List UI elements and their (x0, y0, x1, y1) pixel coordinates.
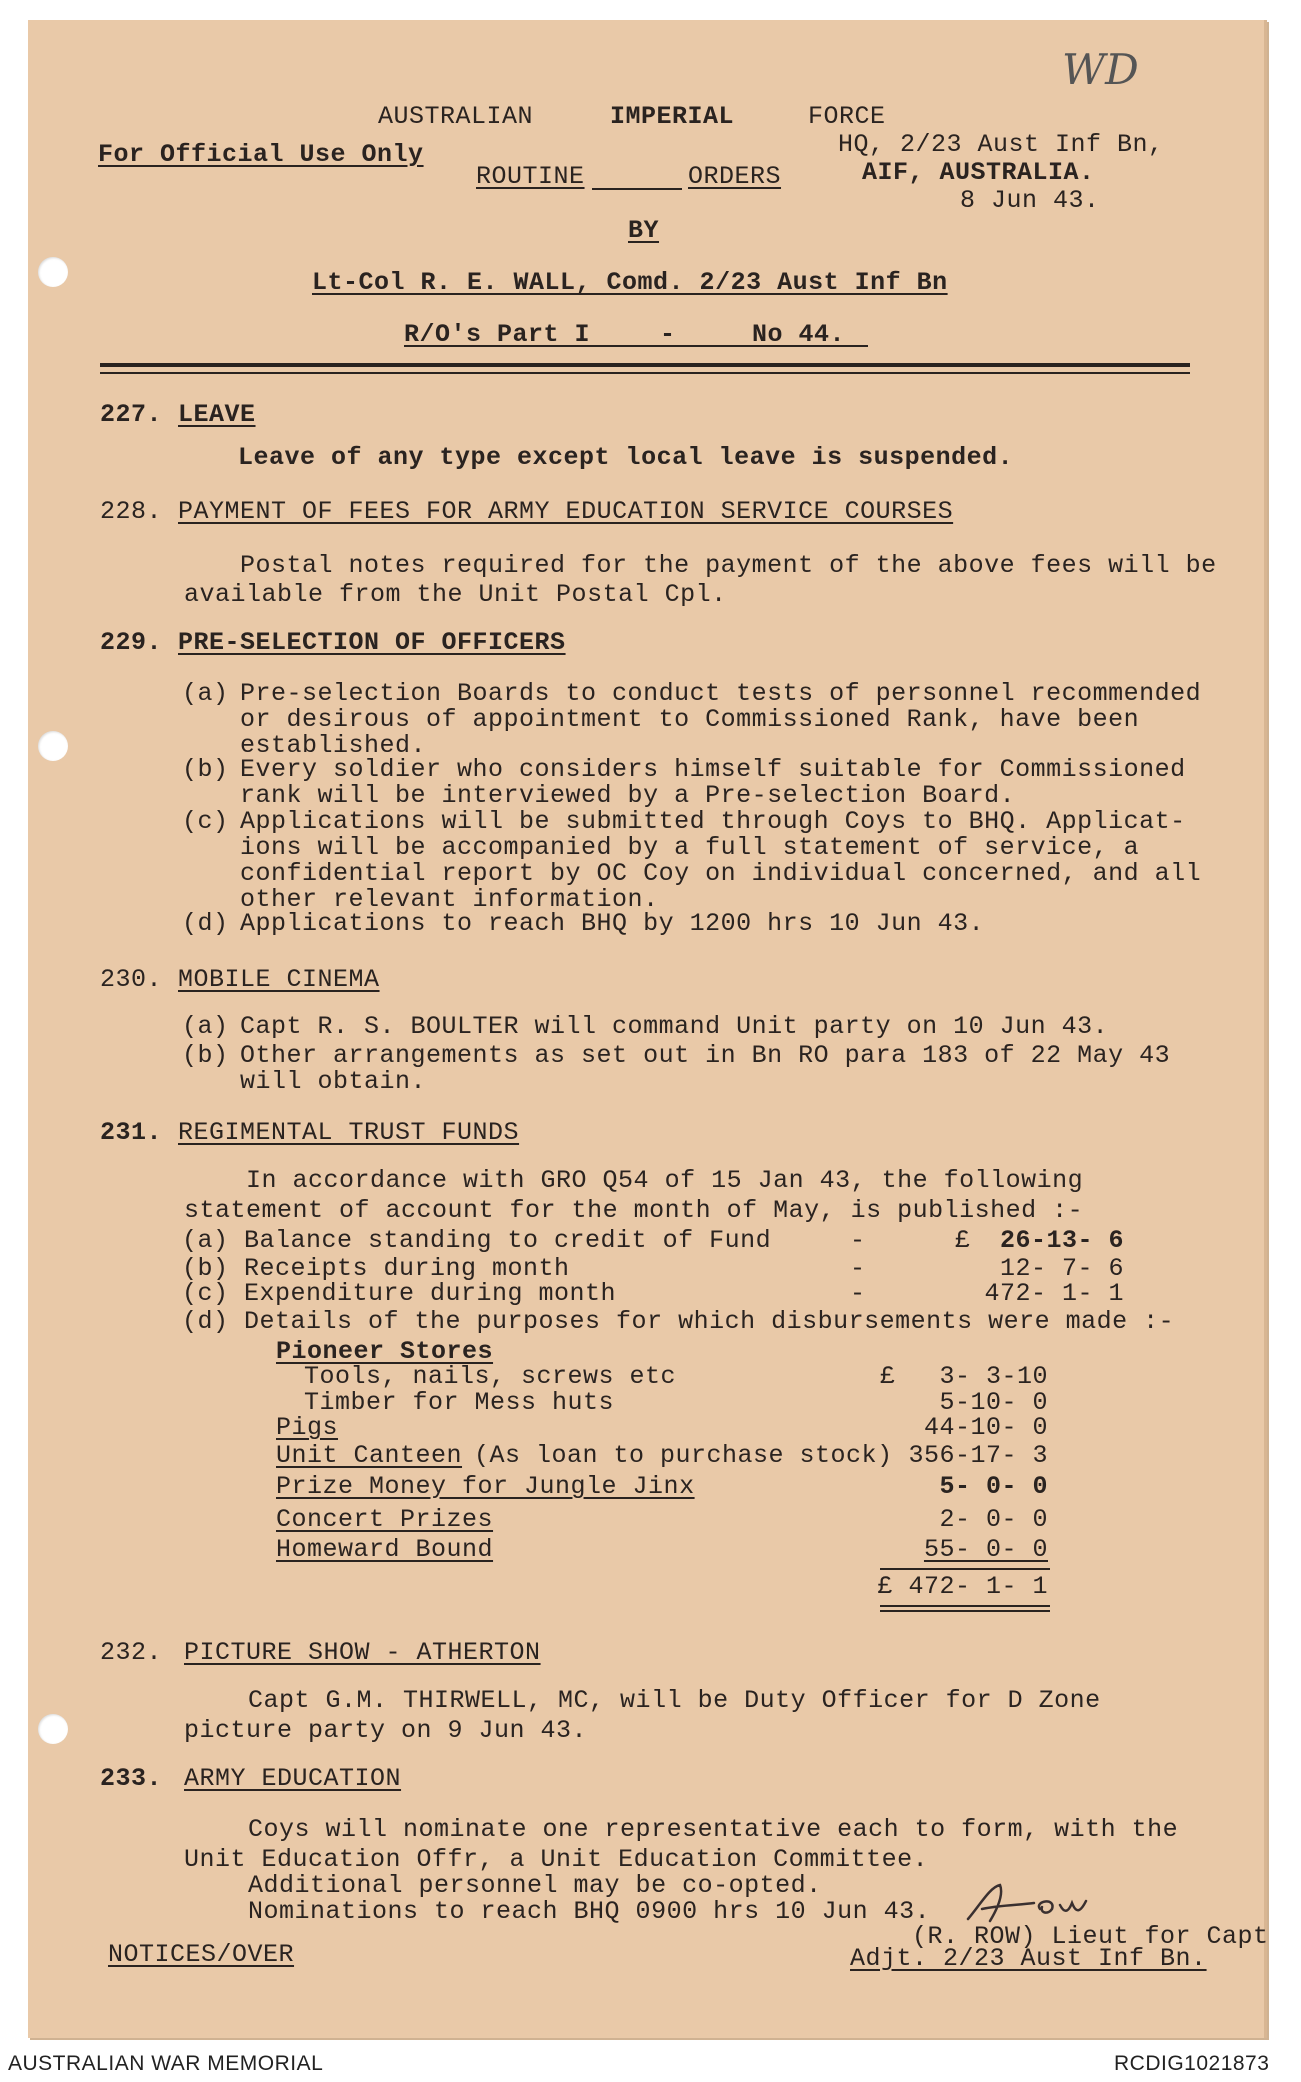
notices-over: NOTICES/OVER (108, 1940, 295, 1969)
signature-line-1: (R. ROW) Lieut for Capt (912, 1922, 1269, 1951)
account-item-amount: 26-13- 6 (999, 1226, 1124, 1255)
preselection-a-line-1: Pre-selection Boards to conduct tests of personnel recommended (240, 679, 1202, 708)
header-rule-1 (100, 363, 1190, 367)
subtitle-underline (592, 188, 682, 190)
section-number: 231. (100, 1118, 163, 1147)
archive-id: RCDIG1021873 (1114, 2052, 1270, 2075)
detail-text: Homeward Bound (276, 1535, 494, 1564)
section-number: 233. (100, 1764, 163, 1793)
punch-hole (38, 731, 68, 761)
preselection-b-line-1: Every soldier who considers himself suitable for Commissioned (240, 755, 1186, 784)
archive-name: AUSTRALIAN WAR MEMORIAL (8, 2052, 324, 2075)
signature-line-2: Adjt. 2/23 Aust Inf Bn. (850, 1944, 1207, 1973)
leave-text: Leave of any type except local leave is suspended. (238, 443, 1014, 472)
title-word-australian: AUSTRALIAN (378, 102, 534, 131)
section-number: 229. (100, 628, 163, 657)
item-label: (a) (182, 1226, 229, 1255)
trust-intro-2: statement of account for the month of May, is published :- (184, 1196, 1084, 1225)
preselection-c-line-1: Applications will be submitted through Coys to BHQ. Applicat- (240, 807, 1186, 836)
preselection-c-line-4: other relevant information. (240, 885, 659, 914)
education-line-3: Additional personnel may be co-opted. (248, 1871, 822, 1900)
detail-text: Prize Money for Jungle Jinx (276, 1472, 695, 1501)
hq-line-1: HQ, 2/23 Aust Inf Bn, (838, 130, 1164, 159)
detail-text: Tools, nails, screws etc (304, 1362, 677, 1391)
total-rule-bottom-2 (880, 1610, 1050, 1612)
order-date: 8 Jun 43. (960, 186, 1100, 215)
education-line-4: Nominations to reach BHQ 0900 hrs 10 Jun 43. (248, 1897, 931, 1926)
cinema-a-line-1: Capt R. S. BOULTER will command Unit party on 10 Jun 43. (240, 1012, 1109, 1041)
detail-amount: 2- 0- 0 (939, 1505, 1048, 1534)
title-word-force: FORCE (808, 102, 886, 131)
title-word-imperial: IMPERIAL (610, 102, 735, 131)
item-label: (c) (182, 1279, 229, 1308)
section-heading-picture-show: PICTURE SHOW - ATHERTON (184, 1638, 541, 1667)
detail-amount: 3- 3-10 (939, 1362, 1048, 1391)
section-heading-fees: PAYMENT OF FEES FOR ARMY EDUCATION SERVICE COURSES (178, 497, 954, 526)
detail-amount: 356-17- 3 (908, 1441, 1048, 1470)
detail-text: Concert Prizes (276, 1505, 494, 1534)
account-item-amount: 12- 7- 6 (999, 1254, 1124, 1283)
disbursement-total: £ 472- 1- 1 (877, 1572, 1048, 1601)
section-heading-army-education: ARMY EDUCATION (184, 1764, 402, 1793)
education-line-1: Coys will nominate one representative each to form, with the (248, 1815, 1179, 1844)
commander-line: Lt-Col R. E. WALL, Comd. 2/23 Aust Inf Bn (312, 268, 948, 297)
detail-amount: 5-10- 0 (939, 1388, 1048, 1417)
account-item-text: Expenditure during month (244, 1279, 617, 1308)
item-label: (b) (182, 755, 229, 784)
cinema-b-line-1: Other arrangements as set out in Bn RO para 183 of 22 May 43 (240, 1041, 1171, 1070)
section-number: 228. (100, 497, 163, 526)
preselection-d-line-1: Applications to reach BHQ by 1200 hrs 10 Jun 43. (240, 909, 985, 938)
total-rule-top (880, 1568, 1050, 1570)
section-heading-preselection: PRE-SELECTION OF OFFICERS (178, 628, 566, 657)
preselection-b-line-2: rank will be interviewed by a Pre-selection Board. (240, 781, 1016, 810)
hq-line-2: AIF, AUSTRALIA. (862, 158, 1095, 187)
section-heading-trust-funds: REGIMENTAL TRUST FUNDS (178, 1118, 520, 1147)
picture-show-line-1: Capt G.M. THIRWELL, MC, will be Duty Officer for D Zone (248, 1686, 1101, 1715)
item-label: (d) (182, 1307, 229, 1336)
item-label: (d) (182, 909, 229, 938)
preselection-c-line-2: ions will be accompanied by a full statement of service, a (240, 833, 1140, 862)
by-label: BY (628, 216, 660, 245)
item-label: (b) (182, 1041, 229, 1070)
detail-note: (As loan to purchase stock) (474, 1441, 893, 1470)
item-label: (b) (182, 1254, 229, 1283)
part-label: R/O's Part I (404, 320, 591, 349)
total-rule-bottom-1 (880, 1605, 1050, 1607)
detail-amount: 55- 0- 0 (923, 1535, 1048, 1564)
account-item-amount: 472- 1- 1 (984, 1279, 1124, 1308)
education-line-2: Unit Education Offr, a Unit Education Committee. (184, 1845, 929, 1874)
item-label: (a) (182, 1012, 229, 1041)
section-number: 232. (100, 1638, 163, 1667)
detail-amount: 44-10- 0 (923, 1413, 1048, 1442)
section-number: 227. (100, 400, 163, 429)
header-rule-2 (100, 372, 1190, 374)
detail-amount: 5- 0- 0 (939, 1472, 1048, 1501)
punch-hole (38, 257, 68, 287)
disbursements-intro: Details of the purposes for which disbursements were made :- (244, 1307, 1175, 1336)
currency-symbol: £ (955, 1226, 971, 1255)
trust-intro-1: In accordance with GRO Q54 of 15 Jan 43, the following (246, 1166, 1084, 1195)
detail-text: Timber for Mess huts (304, 1388, 615, 1417)
account-item-dash: - (850, 1254, 866, 1283)
currency-symbol: £ (880, 1362, 896, 1391)
account-item-text: Balance standing to credit of Fund (244, 1226, 772, 1255)
classification-label: For Official Use Only (98, 140, 424, 169)
fees-line-2: available from the Unit Postal Cpl. (184, 580, 727, 609)
detail-heading-pioneer-stores: Pioneer Stores (276, 1337, 494, 1366)
section-number: 230. (100, 965, 163, 994)
file-mark: WD (1062, 45, 1139, 94)
preselection-a-line-2: or desirous of appointment to Commissioned Rank, have been (240, 705, 1140, 734)
part-dash: - (660, 320, 676, 349)
subtitle-routine: ROUTINE (476, 162, 585, 191)
account-item-text: Receipts during month (244, 1254, 570, 1283)
order-number: No 44. (752, 320, 846, 349)
punch-hole (38, 1714, 68, 1744)
item-label: (a) (182, 679, 229, 708)
cinema-b-line-2: will obtain. (240, 1067, 427, 1096)
account-item-dash: - (850, 1226, 866, 1255)
preselection-a-line-3: established. (240, 731, 427, 760)
section-heading-cinema: MOBILE CINEMA (178, 965, 380, 994)
account-item-dash: - (850, 1279, 866, 1308)
picture-show-line-2: picture party on 9 Jun 43. (184, 1716, 588, 1745)
preselection-c-line-3: confidential report by OC Coy on individual concerned, and all (240, 859, 1202, 888)
section-heading-leave: LEAVE (178, 400, 256, 429)
subtitle-orders: ORDERS (688, 162, 782, 191)
detail-text: Pigs (276, 1413, 339, 1442)
detail-text: Unit Canteen (276, 1441, 463, 1470)
item-label: (c) (182, 807, 229, 836)
fees-line-1: Postal notes required for the payment of the above fees will be (240, 551, 1217, 580)
